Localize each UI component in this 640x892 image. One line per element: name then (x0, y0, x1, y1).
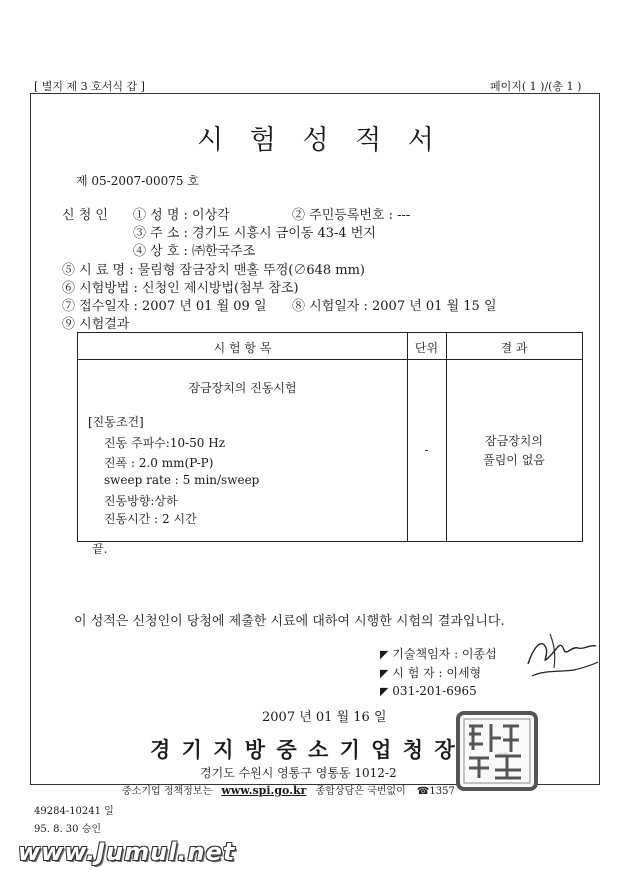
condition-item: 진폭 : 2.0 mm(P-P) (104, 456, 214, 470)
header-result: 결 과 (500, 341, 528, 355)
policy-site-link[interactable]: www.spi.go.kr (221, 784, 307, 797)
official-seal (455, 710, 539, 792)
condition-item: 진동시간 : 2 시간 (104, 512, 197, 526)
result-line-1: 잠금장치의 (485, 434, 543, 448)
footer-consult: 종합상담은 국번없이 (315, 786, 406, 797)
header-unit: 단위 (414, 341, 439, 355)
sample-name: ⑤ 시 료 명 : 물림형 잠금장치 맨홀 뚜껑(∅648 mm) (62, 263, 365, 278)
applicant-section-label: 신 청 인 (62, 208, 108, 223)
statement: 이 성적은 신청인이 당청에 제출한 시료에 대하여 시행한 시험의 결과입니다. (74, 614, 505, 629)
test-date: ⑧ 시험일자 : 2007 년 01 월 15 일 (292, 299, 497, 314)
phone-line (380, 684, 477, 698)
result-label: ⑨ 시험결과 (62, 317, 130, 332)
test-name: 잠금장치의 진동시험 (188, 381, 297, 395)
tester: 시 험 자 : 이세형 (392, 666, 482, 680)
condition-item: 진동방향:상하 (104, 494, 178, 508)
site-watermark: www.Jumul.net (18, 838, 236, 866)
applicant-id: ② 주민등록번호 : --- (292, 208, 411, 223)
receipt-date: ⑦ 접수일자 : 2007 년 01 월 09 일 (62, 299, 267, 314)
applicant-company: ④ 상 호 : ㈜한국주조 (133, 244, 256, 259)
page-indicator: 페이지( 1 )/(총 1 ) (490, 80, 582, 93)
end-mark: 끝. (92, 542, 108, 556)
document-title: 시 험 성 적 서 (197, 125, 443, 156)
applicant-address: ③ 주 소 : 경기도 시흥시 금이동 43-4 번지 (133, 226, 376, 241)
condition-item: sweep rate : 5 min/sweep (104, 473, 260, 487)
pointer-icon: ◤ (380, 685, 389, 698)
pointer-icon: ◤ (380, 667, 389, 680)
issue-date: 2007 년 01 월 16 일 (262, 710, 387, 725)
issuer-name: 경 기 지 방 중 소 기 업 청 장 (150, 737, 457, 762)
unit-value: - (424, 443, 429, 457)
footer-info (122, 782, 455, 797)
signature-mark (520, 626, 600, 686)
tester-line (380, 664, 481, 681)
result-line-2: 풀림이 없음 (483, 453, 545, 467)
seal-text: 경기지방중소기업청장인 (497, 754, 508, 755)
issuer-address: 경기도 수원시 영통구 영통동 1012-2 (200, 766, 397, 780)
condition-item: 진동 주파수:10-50 Hz (104, 436, 226, 450)
header-test-item: 시 험 항 목 (213, 341, 272, 355)
result-table (77, 332, 583, 542)
table-divider (407, 333, 408, 541)
form-label: [ 별지 제 3 호서식 갑 ] (34, 80, 145, 93)
applicant-name: ① 성 명 : 이상각 (133, 208, 230, 223)
consult-phone: ☎1357 (416, 786, 455, 797)
tech-manager: 기술책임자 : 이종섭 (392, 647, 497, 661)
document-number: 제 05-2007-00075 호 (76, 174, 199, 188)
test-method: ⑥ 시험방법 : 신청인 제시방법(첨부 참조) (62, 281, 299, 296)
pointer-icon: ◤ (380, 648, 389, 661)
contact-phone: 031-201-6965 (392, 684, 477, 698)
conditions-title: [진동조건] (88, 415, 144, 429)
tech-manager-line (380, 645, 497, 662)
footer-label: 중소기업 정책정보는 (122, 786, 213, 797)
approval-date: 95. 8. 30 승인 (34, 824, 102, 835)
form-code: 49284-10241 일 (34, 806, 114, 817)
